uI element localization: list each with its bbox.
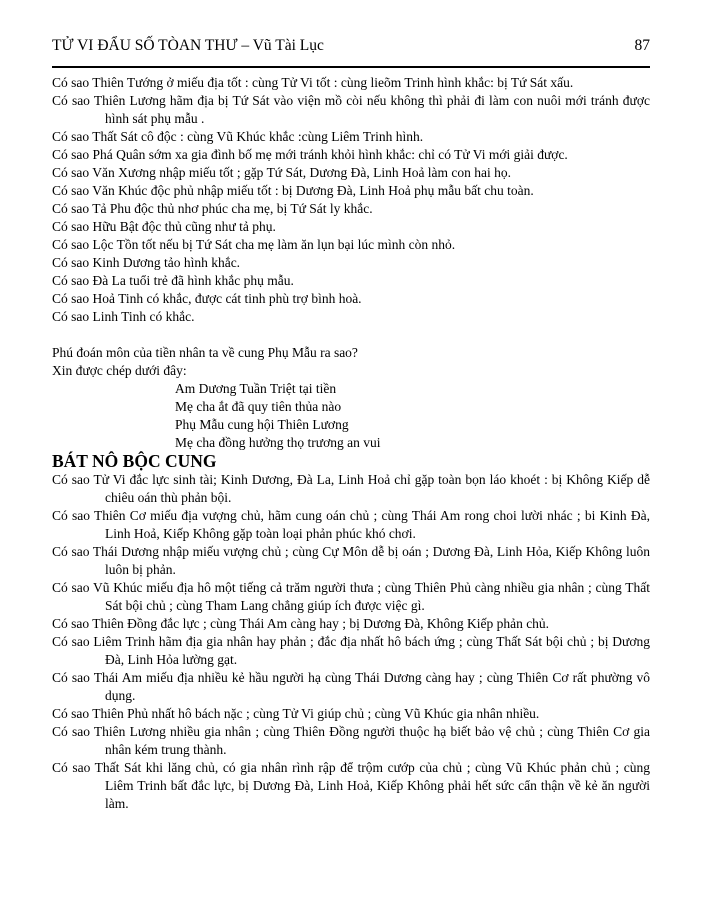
entry-line: Có sao Thái Am miếu địa nhiều kẻ hầu người hạ cùng Thái Dương càng hay ; cùng Thiên Cơ rất phường vô dụng. <box>52 670 650 703</box>
poem-line: Am Dương Tuần Triệt tại tiền <box>175 381 337 396</box>
page-number: 87 <box>634 37 650 54</box>
section-heading: BÁT NÔ BỘC CUNG <box>52 451 217 471</box>
header-rule <box>52 66 650 68</box>
entry-line: Có sao Tử Vi đắc lực sinh tài; Kinh Dương, Đà La, Linh Hoả chỉ gặp toàn bọn láo khoét : bị Không Kiếp dễ chiêu oán thù phản bội. <box>52 472 650 505</box>
entry-line: Có sao Thất Sát cô độc : cùng Vũ Khúc khắc :cùng Liêm Trinh hình. <box>52 129 424 144</box>
phu-mau-section <box>52 74 650 326</box>
entry-line: Có sao Thiên Lương hãm địa bị Tứ Sát vào viện mồ còi nếu không thì phải đi làm con nuôi mới tránh được hình sát phụ mẫu . <box>52 93 650 126</box>
poem-block <box>52 380 650 452</box>
entry-line: Có sao Hữu Bật độc thủ cũng như tả phụ. <box>52 219 276 234</box>
poem-line: Mẹ cha đồng hưởng thọ trương an vui <box>175 435 381 450</box>
entry-line: Có sao Thiên Cơ miếu địa vượng chủ, hãm cung oán chủ ; cùng Thái Am rong choi lười nhác ; bi Kinh Đà, Linh Hoả, Kiếp Không gặp toàn loại phản phúc khó chơi. <box>52 508 650 541</box>
entry-line: Có sao Thất Sát khi lăng chủ, có gia nhân rình rập để trộm cướp của chủ ; cùng Vũ Khúc phản chủ ; cùng Liêm Trinh bất đắc lực, bị Dương Đà, Linh Hoả, Kiếp Không phải hết sức cẩn thận về kẻ ăn người làm. <box>52 760 650 811</box>
poem-line: Mẹ cha ắt đã quy tiên thủa nào <box>175 399 342 414</box>
page-header <box>52 36 650 55</box>
poem-line: Phụ Mẫu cung hội Thiên Lương <box>175 417 349 432</box>
entry-line: Có sao Kinh Dương tảo hình khắc. <box>52 255 241 270</box>
entry-line: Có sao Lộc Tồn tốt nếu bị Tứ Sát cha mẹ làm ăn lụn bại lúc mình còn nhỏ. <box>52 237 456 252</box>
entry-line: Có sao Văn Xương nhập miếu tốt ; gặp Tứ Sát, Dương Đà, Linh Hoả làm con hai họ. <box>52 165 512 180</box>
entry-line: Có sao Phá Quân sớm xa gia đình bố mẹ mới tránh khỏi hình khắc: chỉ có Tử Vi mới giải được. <box>52 147 568 162</box>
entry-line: Có sao Văn Khúc độc phủ nhập miếu tốt : bị Dương Đà, Linh Hoả phụ mẫu bất chu toàn. <box>52 183 534 198</box>
entry-line: Có sao Thiên Lương nhiều gia nhân ; cùng Thiên Đồng người thuộc hạ biết bảo vệ chủ ; cùng Thiên Cơ gia nhân kém trung thành. <box>52 724 650 757</box>
entry-line: Có sao Hoả Tinh có khắc, được cát tinh phù trợ bình hoà. <box>52 291 362 306</box>
entry-line: Có sao Tả Phu độc thủ nhơ phúc cha mẹ, bị Tứ Sát ly khắc. <box>52 201 373 216</box>
no-boc-section <box>52 471 650 813</box>
intro-lead-in: Xin được chép dưới đây: <box>52 363 187 378</box>
entry-line: Có sao Thiên Tướng ở miếu địa tốt : cùng Tử Vi tốt : cùng lieõm Trinh hình khắc: bị Tứ Sát xấu. <box>52 75 574 90</box>
page-body <box>52 74 650 813</box>
intro-block <box>52 344 650 380</box>
entry-line: Có sao Đà La tuổi trẻ đã hình khắc phụ mẫu. <box>52 273 294 288</box>
intro-question: Phú đoán môn của tiền nhân ta về cung Phụ Mẫu ra sao? <box>52 345 358 360</box>
entry-line: Có sao Liêm Trinh hãm địa gia nhân hay phản ; đắc địa nhất hô bách ứng ; cùng Thất Sát bội chủ ; bị Dương Đà, Linh Hỏa lường gạt. <box>52 634 650 667</box>
entry-line: Có sao Thiên Phủ nhất hô bách nặc ; cùng Tử Vi giúp chủ ; cùng Vũ Khúc gia nhân nhiều. <box>52 706 540 721</box>
entry-line: Có sao Thiên Đồng đắc lực ; cùng Thái Am càng hay ; bị Dương Đà, Không Kiếp phản chủ. <box>52 616 550 631</box>
entry-line: Có sao Thái Dương nhập miếu vượng chủ ; cùng Cự Môn dễ bị oán ; Dương Đà, Linh Hỏa, Kiếp Không luôn luôn bị phản. <box>52 544 650 577</box>
book-title: TỬ VI ĐẨU SỐ TÒAN THƯ – Vũ Tài Lục <box>52 37 324 54</box>
entry-line: Có sao Linh Tinh có khắc. <box>52 309 195 324</box>
entry-line: Có sao Vũ Khúc miếu địa hô một tiếng cả trăm người thưa ; cùng Thiên Phủ càng nhiều gia nhân ; cùng Thất Sát bội chủ ; cùng Tham Lang chẳng giúp ích được việc gì. <box>52 580 650 613</box>
blank-line <box>52 326 650 344</box>
